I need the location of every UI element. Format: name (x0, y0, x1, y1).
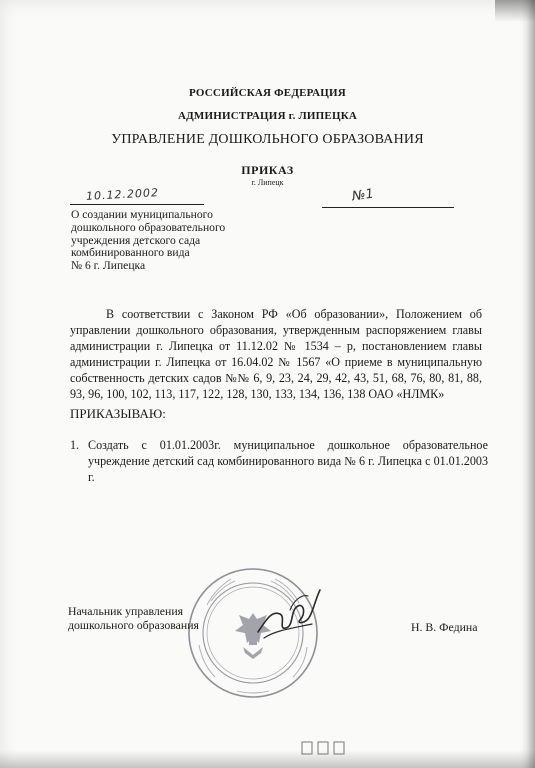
handwritten-number: №1 (351, 186, 375, 205)
preamble-paragraph: В соответствии с Законом РФ «Об образовании», Положением об управлении дошкольного образования, утвержденным распоряжением главы администрации г. Липецка от 11.12.02 № 1534 – р, постановлением главы администрации г. Липецка от 16.04.02 № 1567 «О приеме в муниципальную собственность детских садов №№ 6, 9, 23, 24, 29, 42, 43, 51, 68, 76, 80, 81, 88, 93, 96, 100, 102, 113, 117, 122, 128, 130, 133, 134, 136, 138 ОАО «НЛМК» (70, 307, 482, 401)
handwritten-date: 10.12.2002 (85, 186, 160, 203)
order-subject (71, 209, 241, 273)
header-federation: РОССИЙСКАЯ ФЕДЕРАЦИЯ (189, 87, 346, 99)
order-item-number: 1. (70, 438, 80, 452)
document-type: ПРИКАЗ (241, 163, 294, 177)
signatory-title-line: дошкольного образования (68, 618, 199, 632)
signatory-name: Н. В. Федина (411, 620, 478, 634)
subject-line: О создании муниципального (71, 208, 213, 221)
document-city: г. Липецк (251, 178, 284, 187)
subject-line: № 6 г. Липецка (71, 259, 146, 273)
subject-line: учреждения детского сада (71, 233, 201, 247)
subject-line: дошкольного образовательного (71, 220, 226, 234)
subject-line: комбинированного вида (71, 246, 190, 260)
signatory-title-line: Начальник управления (68, 604, 184, 618)
scan-artifact-marks (300, 738, 346, 758)
order-word: ПРИКАЗЫВАЮ: (70, 406, 166, 421)
scan-shadow-bottom (0, 750, 535, 768)
handwritten-signature-image (250, 580, 330, 650)
number-underline (322, 197, 454, 208)
scan-shadow-top (495, 0, 535, 22)
header-administration: АДМИНИСТРАЦИЯ г. ЛИПЕЦКА (177, 110, 358, 122)
preamble (70, 306, 482, 402)
order-item (70, 437, 488, 485)
header-department: УПРАВЛЕНИЕ ДОШКОЛЬНОГО ОБРАЗОВАНИЯ (111, 132, 424, 147)
signatory-title (68, 604, 199, 632)
order-item-text: Создать с 01.01.2003г. муниципальное дошкольное образовательное учреждение детский сад комбинированного вида № 6 г. Липецка с 01.01.2003 г. (88, 438, 488, 484)
